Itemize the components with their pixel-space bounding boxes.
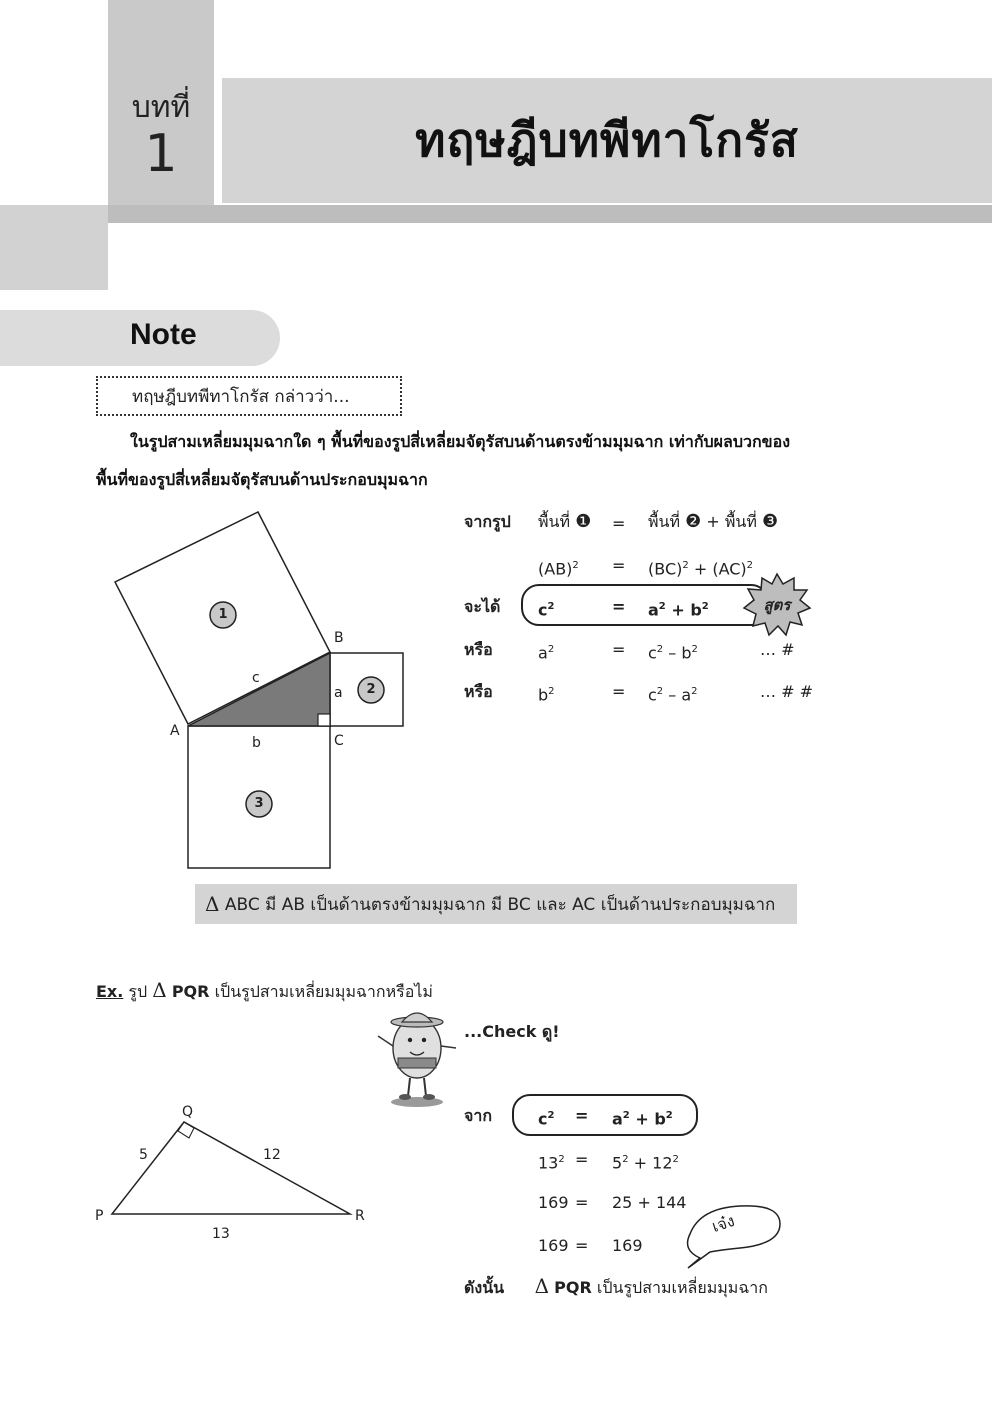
side-c-label: c xyxy=(252,670,260,686)
exp: 2 xyxy=(547,1110,555,1121)
ex-prefix: รูป xyxy=(128,982,148,1001)
c: c xyxy=(538,600,548,620)
page-title: ทฤษฎีบทพีทาโกรัส xyxy=(415,113,799,167)
area-prefix: พื้นที่ xyxy=(724,512,757,531)
area-1 xyxy=(538,512,591,532)
therefore-label: ดังนั้น xyxy=(464,1278,505,1297)
or-label-1: หรือ xyxy=(464,640,493,659)
circle-2-label: 2 xyxy=(366,682,376,697)
c2-minus-b2 xyxy=(648,640,698,663)
line2-right: 25 + 144 xyxy=(612,1193,687,1212)
question-rest: เป็นรูปสามเหลี่ยมมุมฉากหรือไม่ xyxy=(214,982,433,1001)
num: 13 xyxy=(538,1153,559,1173)
a: a xyxy=(681,685,692,705)
side-pr-label: 13 xyxy=(212,1226,230,1242)
num-1-icon: ❶ xyxy=(575,511,592,532)
example-question xyxy=(96,980,433,1002)
c-squared xyxy=(538,597,554,620)
exp: 2 xyxy=(547,644,555,655)
b-squared xyxy=(538,682,555,705)
vertex-a-label: A xyxy=(170,723,180,739)
triangle-pqr xyxy=(112,1122,350,1214)
pqr-label: PQR xyxy=(554,1278,592,1297)
b: b xyxy=(690,600,702,620)
theorem-paragraph-line2: พื้นที่ของรูปสี่เหลี่ยมจัตุรัสบนด้านประกอบมุมฉาก xyxy=(96,470,428,489)
vertex-b-label: B xyxy=(334,630,344,646)
exp: 2 xyxy=(701,601,709,612)
delta-symbol: Δ xyxy=(205,892,220,916)
formula-badge-label: สูตร xyxy=(763,596,791,614)
exp: 2 xyxy=(691,686,698,697)
exp: 2 xyxy=(622,1110,630,1121)
exp: 2 xyxy=(672,1154,679,1165)
minus: – xyxy=(668,643,677,663)
ab: (AB) xyxy=(538,559,573,579)
check-a2-plus-b2 xyxy=(612,1106,673,1129)
side-b-label: b xyxy=(252,735,261,751)
hash-2: … # # xyxy=(760,682,813,701)
line2-eq: = xyxy=(575,1193,589,1212)
line3-eq: = xyxy=(575,1236,589,1255)
exp: 2 xyxy=(548,686,555,697)
a2-plus-b2 xyxy=(648,597,709,620)
we-get-label: จะได้ xyxy=(464,597,501,616)
exp: 2 xyxy=(658,601,666,612)
line3-right: 169 xyxy=(612,1236,643,1255)
side-pq-label: 5 xyxy=(139,1147,148,1163)
line1-eq: = xyxy=(575,1150,589,1169)
circle-1-label: 1 xyxy=(218,607,228,622)
bc: (BC) xyxy=(648,559,683,579)
c: c xyxy=(648,685,657,705)
plus: + xyxy=(693,559,708,579)
line1-right xyxy=(612,1150,679,1173)
num: 5 xyxy=(612,1153,623,1173)
b: b xyxy=(538,685,549,705)
speech-bubble-text: เจ๋ง xyxy=(709,1210,737,1237)
num-3-icon: ❸ xyxy=(761,511,779,532)
eq-row3: = xyxy=(612,597,626,616)
plus: + xyxy=(706,512,720,531)
b: b xyxy=(681,643,692,663)
delta-symbol: Δ xyxy=(152,978,167,1002)
side-decoration xyxy=(0,205,108,290)
check-c-squared xyxy=(538,1106,554,1129)
num-2-icon: ❷ xyxy=(685,511,702,532)
plus: + xyxy=(671,600,685,620)
a: a xyxy=(612,1109,623,1129)
note-label: Note xyxy=(130,318,197,351)
caption-box xyxy=(195,884,797,924)
exp: 2 xyxy=(572,560,579,571)
vertex-p-label: P xyxy=(95,1208,104,1224)
ab-squared xyxy=(538,556,579,579)
exp: 2 xyxy=(682,560,689,571)
c2-minus-a2 xyxy=(648,682,698,705)
check-eq-1: = xyxy=(575,1106,589,1125)
exp: 2 xyxy=(622,1154,629,1165)
side-qr-label: 12 xyxy=(263,1147,281,1163)
vertex-q-label: Q xyxy=(182,1104,194,1120)
conclusion xyxy=(464,1276,768,1298)
circle-3-label: 3 xyxy=(254,796,264,811)
theorem-paragraph-line1: ในรูปสามเหลี่ยมมุมฉากใด ๆ พื้นที่ของรูปสี่เหลี่ยมจัตุรัสบนด้านตรงข้ามมุมฉาก เท่ากับผลบวกของ xyxy=(130,432,791,451)
line2-left: 169 xyxy=(538,1193,569,1212)
vertex-r-label: R xyxy=(355,1208,365,1224)
or-label-2: หรือ xyxy=(464,682,493,701)
caption-text: ABC มี AB เป็นด้านตรงข้ามมุมฉาก มี BC และ AC เป็นด้านประกอบมุมฉาก xyxy=(224,894,776,915)
exp: 2 xyxy=(746,560,754,571)
title-divider xyxy=(214,78,220,203)
triangle-pqr-diagram xyxy=(90,1100,390,1250)
header-underline-bar xyxy=(108,205,992,223)
line3-left: 169 xyxy=(538,1236,569,1255)
theorem-intro-text: ทฤษฎีบทพีทาโกรัส กล่าวว่า... xyxy=(132,386,350,407)
delta-symbol: Δ xyxy=(534,1274,550,1298)
pqr-label: PQR xyxy=(171,982,210,1001)
bc-plus-ac-squared xyxy=(648,556,753,579)
from-figure-label: จากรูป xyxy=(464,512,511,531)
a-squared xyxy=(538,640,554,663)
c: c xyxy=(648,643,657,663)
a: a xyxy=(648,600,659,620)
ex-label: Ex. xyxy=(96,982,124,1001)
right-angle-mark xyxy=(318,714,330,726)
c: c xyxy=(538,1109,548,1129)
exp: 2 xyxy=(691,644,698,655)
chapter-word: บทที่ xyxy=(131,90,191,125)
line1-left xyxy=(538,1150,565,1173)
plus: + xyxy=(633,1153,648,1173)
a: a xyxy=(538,643,548,663)
speech-bubble-icon xyxy=(680,1200,790,1272)
chapter-number: 1 xyxy=(144,124,178,184)
area-prefix: พื้นที่ xyxy=(538,512,571,531)
exp: 2 xyxy=(665,1110,673,1121)
exp: 2 xyxy=(558,1154,565,1165)
theorem-intro-box xyxy=(96,376,402,416)
vertex-c-label: C xyxy=(334,733,344,749)
conclusion-rest: เป็นรูปสามเหลี่ยมมุมฉาก xyxy=(596,1278,768,1297)
side-a-label: a xyxy=(334,685,343,701)
minus: – xyxy=(668,685,677,705)
from-label: จาก xyxy=(464,1106,493,1125)
eq-row2: = xyxy=(612,556,626,575)
area-2-plus-3 xyxy=(648,512,778,532)
b: b xyxy=(654,1109,666,1129)
plus: + xyxy=(635,1109,649,1129)
exp: 2 xyxy=(656,686,664,697)
ac: (AC) xyxy=(712,559,747,579)
eq-row1: = xyxy=(612,514,626,533)
main-formula-box xyxy=(521,584,769,626)
egg-mascot-icon xyxy=(372,1006,462,1108)
hash-1: … # xyxy=(760,640,795,659)
num: 12 xyxy=(652,1153,673,1173)
eq-row5: = xyxy=(612,682,626,701)
check-label: ...Check ดู! xyxy=(464,1022,560,1041)
exp: 2 xyxy=(547,601,555,612)
exp: 2 xyxy=(656,644,664,655)
eq-row4: = xyxy=(612,640,626,659)
area-prefix: พื้นที่ xyxy=(648,512,681,531)
